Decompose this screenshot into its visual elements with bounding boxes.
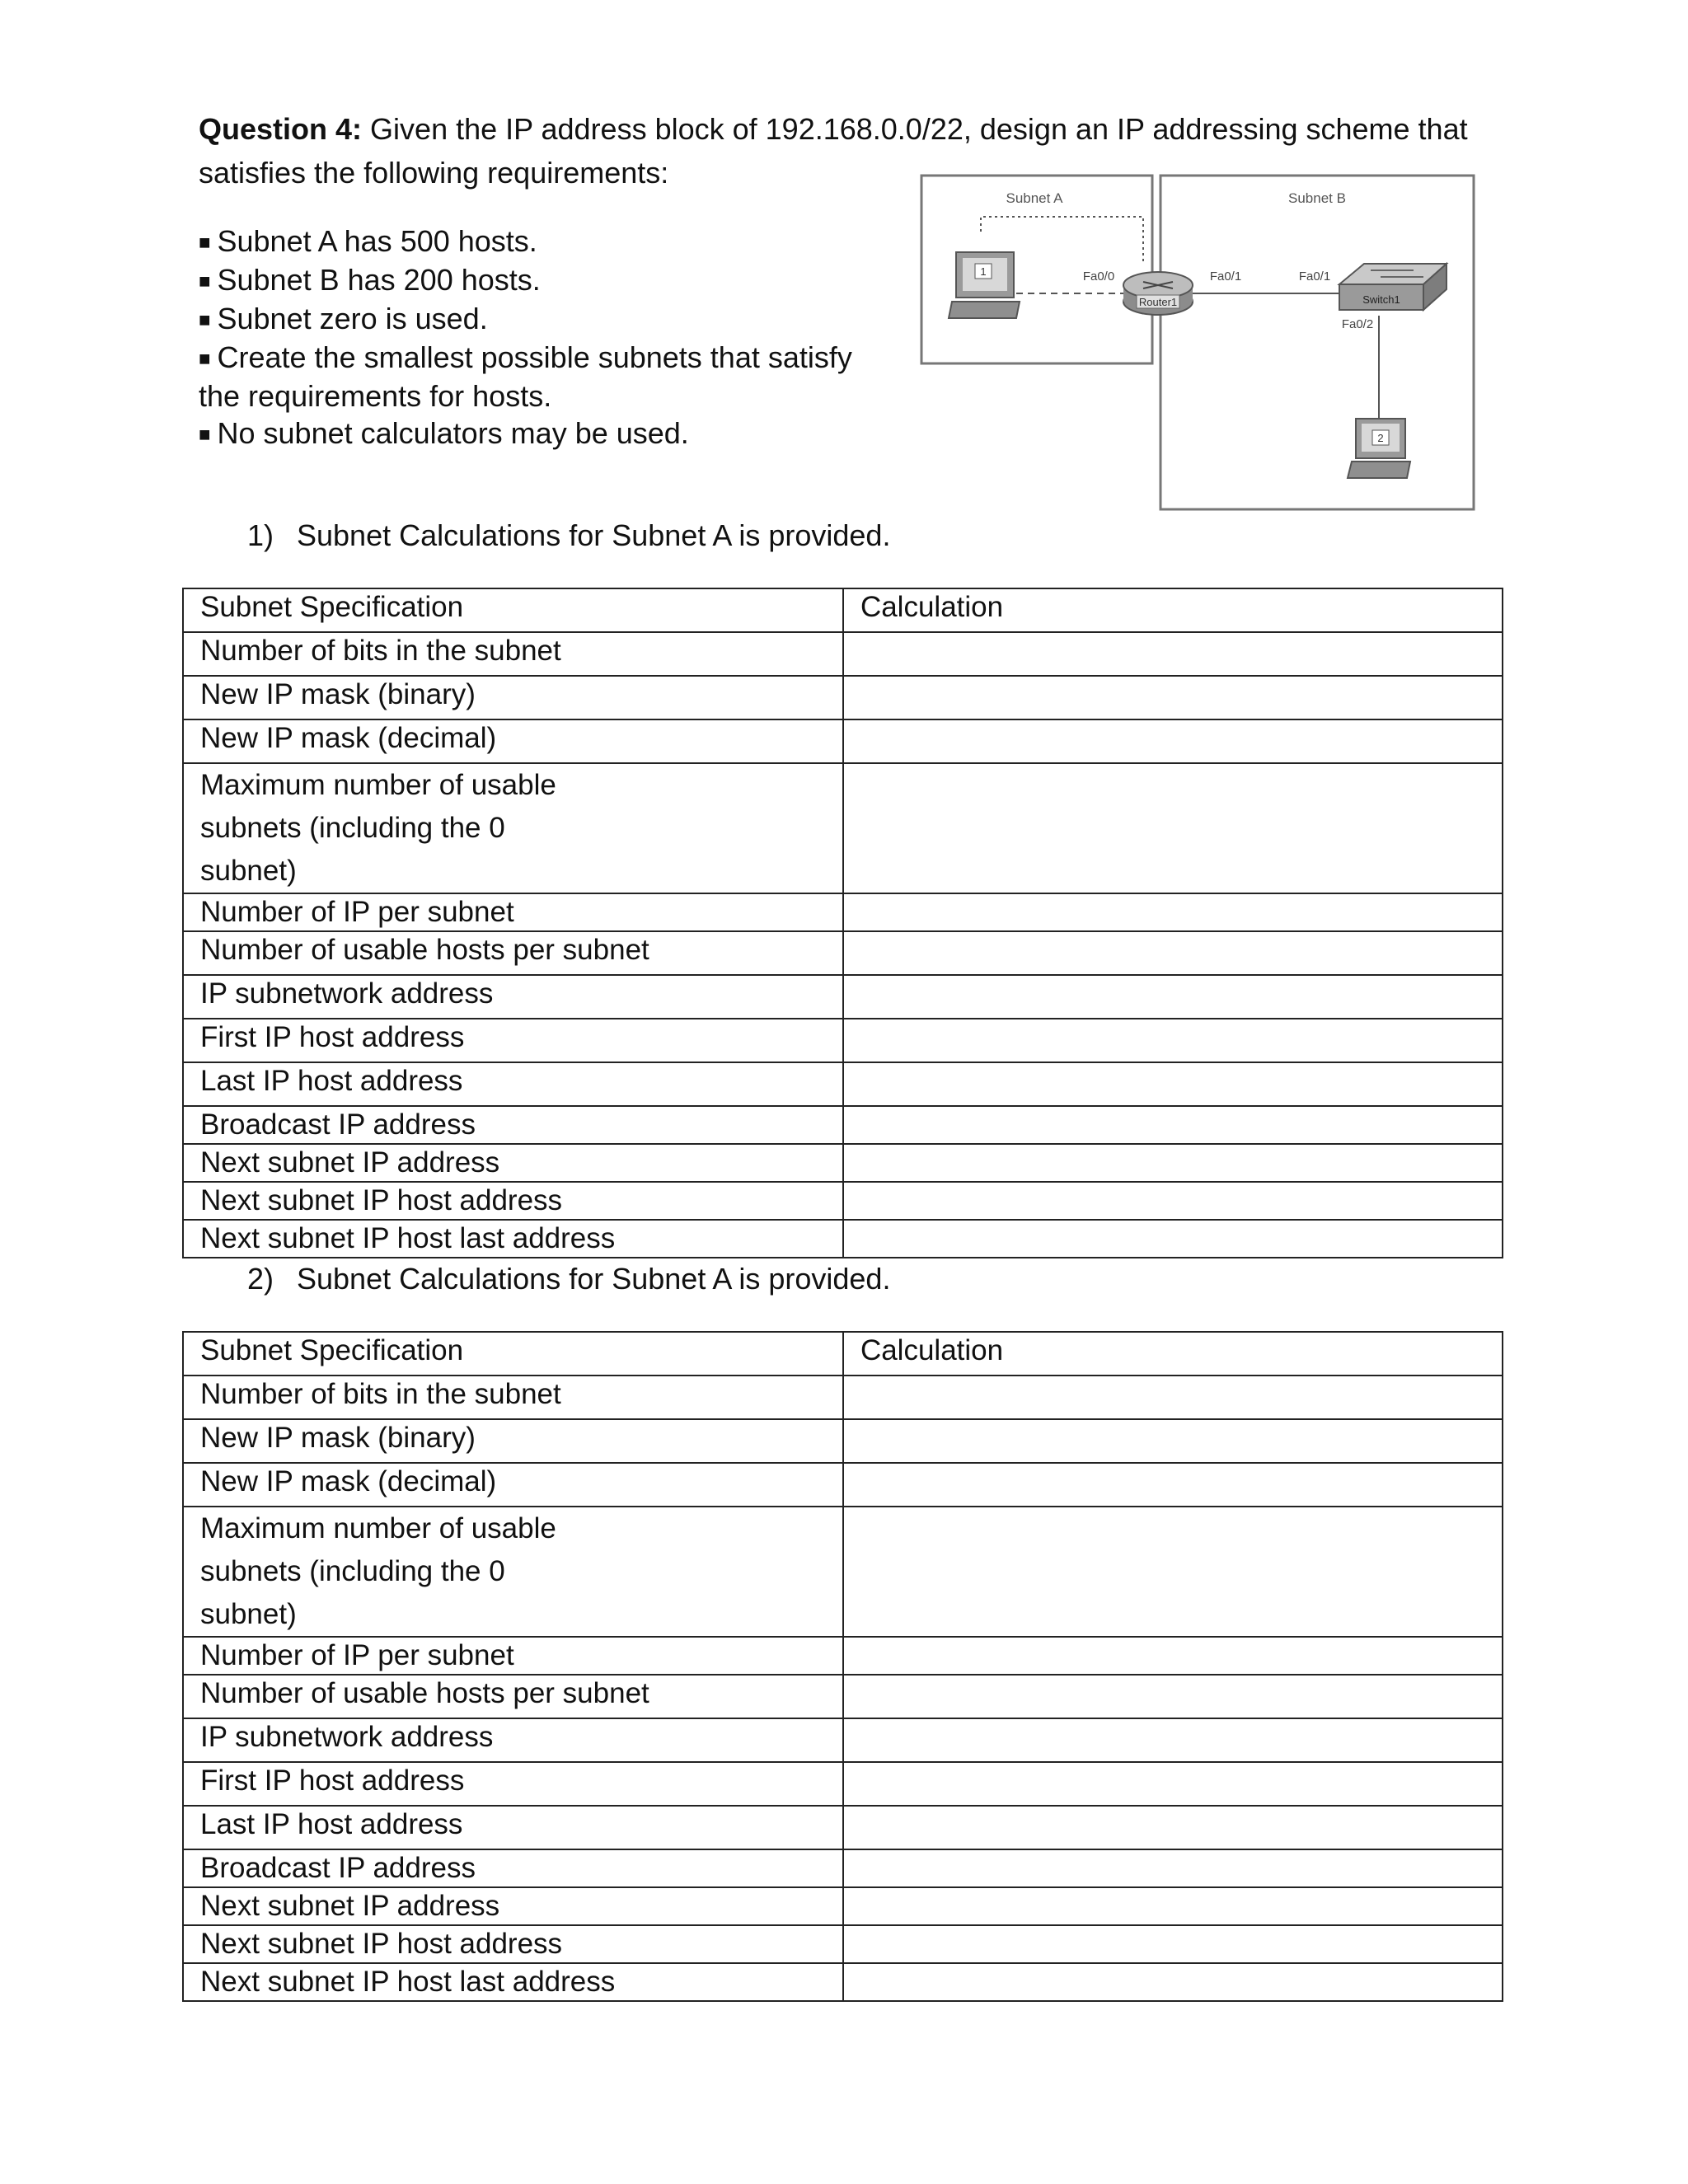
svg-text:Switch1: Switch1 (1362, 293, 1400, 306)
calc-cell[interactable] (843, 1637, 1503, 1675)
pc2-icon (1348, 419, 1410, 478)
svg-text:1: 1 (980, 265, 987, 278)
requirements-list (199, 223, 899, 453)
spec-cell: Next subnet IP host address (183, 1925, 843, 1963)
requirement-item: ■ Create the smallest possible subnets that satisfy the requirements for hosts. (199, 340, 852, 413)
spec-cell: Number of usable hosts per subnet (183, 1675, 843, 1718)
calc-cell[interactable] (843, 1718, 1503, 1762)
calc-cell[interactable] (843, 1762, 1503, 1806)
pc1-icon (949, 252, 1020, 318)
calc-cell[interactable] (843, 1507, 1503, 1637)
switch-fa01-label: Fa0/1 (1298, 269, 1331, 284)
spec-cell: New IP mask (decimal) (183, 1463, 843, 1507)
calc-cell[interactable] (843, 1806, 1503, 1849)
requirement-item: ■ No subnet calculators may be used. (199, 416, 689, 450)
table-header-calc: Calculation (843, 588, 1503, 632)
subnet-a-label: Subnet A (1006, 190, 1063, 206)
requirement-item: ■ Subnet zero is used. (199, 302, 488, 335)
spec-cell: Number of usable hosts per subnet (183, 931, 843, 975)
calc-cell[interactable] (843, 763, 1503, 893)
calc-cell[interactable] (843, 1675, 1503, 1718)
spec-cell: New IP mask (decimal) (183, 719, 843, 763)
spec-cell: Next subnet IP host last address (183, 1220, 843, 1258)
spec-cell: Maximum number of usable subnets (including the 0 subnet) (183, 1507, 843, 1637)
square-bullet-icon: ■ (199, 348, 211, 370)
spec-cell: New IP mask (binary) (183, 676, 843, 719)
subnet-b-box (1160, 176, 1474, 509)
calc-cell[interactable] (843, 1144, 1503, 1182)
spec-cell: IP subnetwork address (183, 975, 843, 1019)
section-1-number: 1) (247, 518, 274, 552)
subnet-b-label: Subnet B (1288, 190, 1346, 206)
svg-text:2: 2 (1377, 432, 1384, 444)
calc-cell[interactable] (843, 1106, 1503, 1144)
square-bullet-icon: ■ (199, 232, 211, 254)
spec-cell: Number of bits in the subnet (183, 1376, 843, 1419)
spec-cell: Broadcast IP address (183, 1849, 843, 1887)
calc-cell[interactable] (843, 1463, 1503, 1507)
svg-text:Router1: Router1 (1138, 296, 1178, 308)
calc-cell[interactable] (843, 1419, 1503, 1463)
square-bullet-icon: ■ (199, 270, 211, 293)
spec-cell: Last IP host address (183, 1806, 843, 1849)
table-header-spec: Subnet Specification (183, 1332, 843, 1376)
calc-cell[interactable] (843, 1182, 1503, 1220)
calc-cell[interactable] (843, 1062, 1503, 1106)
requirement-item: ■ Subnet A has 500 hosts. (199, 224, 537, 258)
spec-cell: Next subnet IP host last address (183, 1963, 843, 2001)
spec-cell: Maximum number of usable subnets (including the 0 subnet) (183, 763, 843, 893)
section-2-number: 2) (247, 1262, 274, 1296)
calc-cell[interactable] (843, 1925, 1503, 1963)
calc-cell[interactable] (843, 1963, 1503, 2001)
spec-cell: Next subnet IP address (183, 1887, 843, 1925)
calc-cell[interactable] (843, 1220, 1503, 1258)
question-label: Question 4: (199, 112, 363, 146)
spec-cell: First IP host address (183, 1762, 843, 1806)
spec-cell: Number of bits in the subnet (183, 632, 843, 676)
spec-cell: New IP mask (binary) (183, 1419, 843, 1463)
router-icon (1123, 272, 1193, 315)
calc-cell[interactable] (843, 632, 1503, 676)
router-fa01-label: Fa0/1 (1209, 269, 1242, 284)
section-1-heading (247, 518, 890, 554)
router-fa00-label: Fa0/0 (1082, 269, 1115, 284)
requirement-item: ■ Subnet B has 200 hosts. (199, 263, 541, 297)
subnet-calc-table-2 (182, 1331, 1503, 2002)
table-header-calc: Calculation (843, 1332, 1503, 1376)
spec-cell: Broadcast IP address (183, 1106, 843, 1144)
table-header-spec: Subnet Specification (183, 588, 843, 632)
square-bullet-icon: ■ (199, 424, 211, 446)
calc-cell[interactable] (843, 1019, 1503, 1062)
spec-cell: Next subnet IP host address (183, 1182, 843, 1220)
subnet-calc-table-1 (182, 588, 1503, 1258)
spec-cell: IP subnetwork address (183, 1718, 843, 1762)
section-2-title: Subnet Calculations for Subnet A is provided. (297, 1262, 891, 1296)
calc-cell[interactable] (843, 1376, 1503, 1419)
calc-cell[interactable] (843, 676, 1503, 719)
calc-cell[interactable] (843, 893, 1503, 931)
calc-cell[interactable] (843, 931, 1503, 975)
spec-cell: First IP host address (183, 1019, 843, 1062)
square-bullet-icon: ■ (199, 309, 211, 331)
calc-cell[interactable] (843, 719, 1503, 763)
calc-cell[interactable] (843, 1849, 1503, 1887)
spec-cell: Last IP host address (183, 1062, 843, 1106)
calc-cell[interactable] (843, 975, 1503, 1019)
network-topology-diagram (919, 171, 1479, 518)
calc-cell[interactable] (843, 1887, 1503, 1925)
switch-icon (1339, 264, 1447, 310)
spec-cell: Number of IP per subnet (183, 893, 843, 931)
section-1-title: Subnet Calculations for Subnet A is provided. (297, 518, 891, 552)
spec-cell: Number of IP per subnet (183, 1637, 843, 1675)
switch-fa02-label: Fa0/2 (1341, 317, 1374, 331)
section-2-heading (247, 1261, 890, 1297)
spec-cell: Next subnet IP address (183, 1144, 843, 1182)
question-body: Given the IP address block of 192.168.0.0/22, design an IP addressing scheme that satisfies the following requirements: (199, 112, 1468, 190)
